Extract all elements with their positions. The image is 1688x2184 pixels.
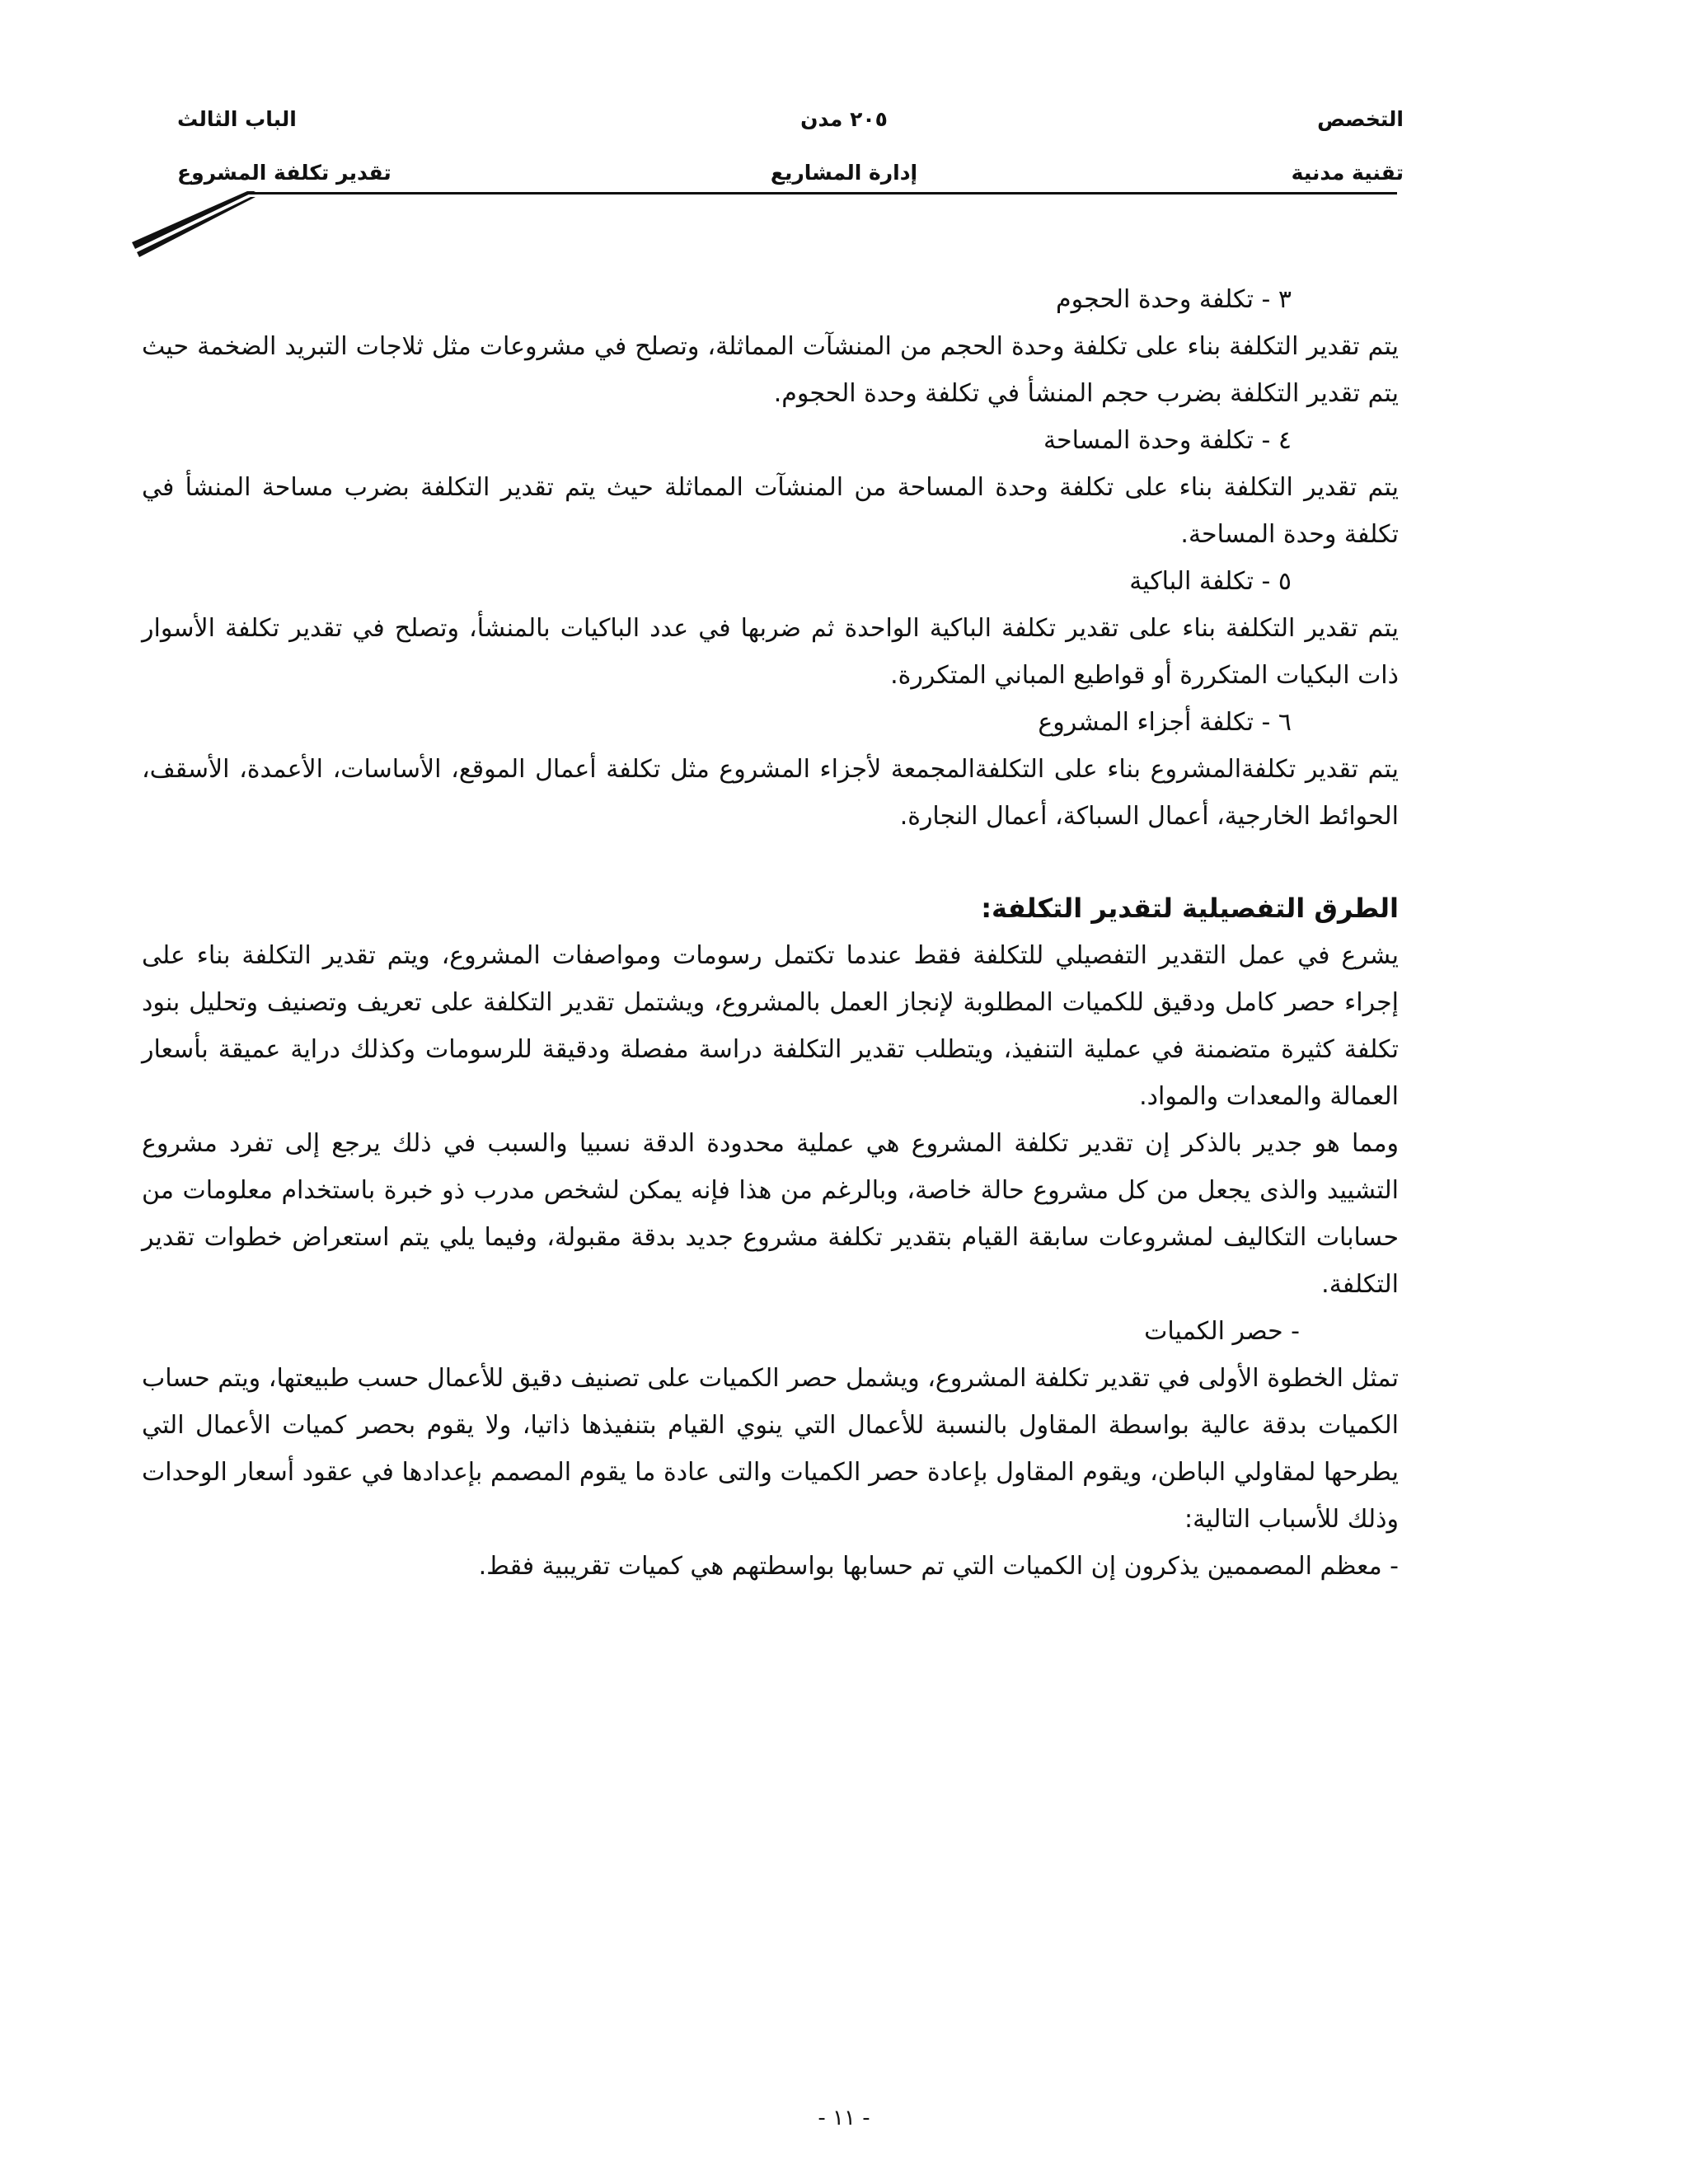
item-6-text: يتم تقدير تكلفةالمشروع بناء على التكلفةالمجمعة لأجزاء المشروع مثل تكلفة أعمال الموقع، الأساسات، الأعمدة، الأسقف، الحوائط الخارجية، أعمال السباكة، أعمال النجارة.	[142, 755, 1399, 831]
paragraph-2: ومما هو جدير بالذكر إن تقدير تكلفة المشروع هي عملية محدودة الدقة نسبيا والسبب في ذلك يرجع إلى تفرد مشروع التشييد والذى يجعل من كل مشروع حالة خاصة، وبالرغم من هذا فإنه يمكن لشخص مدرب ذو خبرة باستخدام معلومات من حسابات التكاليف لمشروعات سابقة القيام بتقدير تكلفة مشروع جديد بدقة مقبولة، وفيما يلي يتم استعراض خطوات تقدير التكلفة.	[142, 1129, 1399, 1299]
paragraph-1: يشرع في عمل التقدير التفصيلي للتكلفة فقط عندما تكتمل رسومات ومواصفات المشروع، ويتم تقدير التكلفة بناء على إجراء حصر كامل ودقيق للكميات المطلوبة لإنجاز العمل بالمشروع، ويشتمل تقدير التكلفة على تعريف وتصنيف وتحليل بنود تكلفة كثيرة متضمنة في عملية التنفيذ، ويتطلب تقدير التكلفة دراسة مفصلة ودقيقة للرسومات وكذلك دراية عميقة بأسعار العمالة والمعدات والمواد.	[142, 941, 1399, 1111]
page-body	[142, 276, 1399, 1590]
paragraph-4: - معظم المصممين يذكرون إن الكميات التي تم حسابها بواسطتهم هي كميات تقريبية فقط.	[478, 1552, 1399, 1581]
bullet-title: - حصر الكميات	[1144, 1317, 1300, 1346]
header-course-name: إدارة المشاريع	[770, 161, 918, 185]
item-4-text: يتم تقدير التكلفة بناء على تكلفة وحدة المساحة من المنشآت المماثلة حيث يتم تقدير التكلفة بضرب مساحة المنشأ في تكلفة وحدة المساحة.	[142, 473, 1399, 549]
section-title: الطرق التفصيلية لتقدير التكلفة:	[981, 893, 1399, 924]
item-5-title: ٥ - تكلفة الباكية	[1129, 567, 1292, 596]
item-6-title: ٦ - تكلفة أجزاء المشروع	[1038, 708, 1292, 737]
header-specialty-value: تقنية مدنية	[1291, 161, 1404, 185]
item-3-title: ٣ - تكلفة وحدة الحجوم	[1056, 285, 1292, 314]
header-divider-swoosh	[132, 191, 256, 257]
item-4-title: ٤ - تكلفة وحدة المساحة	[1043, 426, 1292, 455]
item-5-text: يتم تقدير التكلفة بناء على تقدير تكلفة الباكية الواحدة ثم ضربها في عدد الباكيات بالمنشأ، وتصلح في تقدير تكلفة الأسوار ذات البكيات المتكررة أو قواطيع المباني المتكررة.	[142, 614, 1399, 690]
item-3-text: يتم تقدير التكلفة بناء على تكلفة وحدة الحجم من المنشآت المماثلة، وتصلح في مشروعات مثل ثلاجات التبريد الضخمة حيث يتم تقدير التكلفة بضرب حجم المنشأ في تكلفة وحدة الحجوم.	[142, 332, 1399, 408]
header-specialty-label: التخصص	[1317, 107, 1404, 131]
header-chapter-label: الباب الثالث	[177, 107, 297, 131]
header-divider	[247, 192, 1397, 194]
header-chapter-title: تقدير تكلفة المشروع	[177, 161, 392, 185]
header-course-code: ٢٠٥ مدن	[800, 107, 888, 131]
page-number: - ١١ -	[818, 2106, 870, 2130]
paragraph-3: تمثل الخطوة الأولى في تقدير تكلفة المشروع، ويشمل حصر الكميات على تصنيف دقيق للأعمال حسب طبيعتها، ويتم حساب الكميات بدقة عالية بواسطة المقاول بالنسبة للأعمال التي ينوي القيام بتنفيذها ذاتيا، ولا يقوم بحصر كميات الأعمال التي يطرحها لمقاولي الباطن، ويقوم المقاول بإعادة حصر الكميات والتى عادة ما يقوم المصمم بإعدادها في عقود أسعار الوحدات وذلك للأسباب التالية:	[142, 1364, 1399, 1534]
